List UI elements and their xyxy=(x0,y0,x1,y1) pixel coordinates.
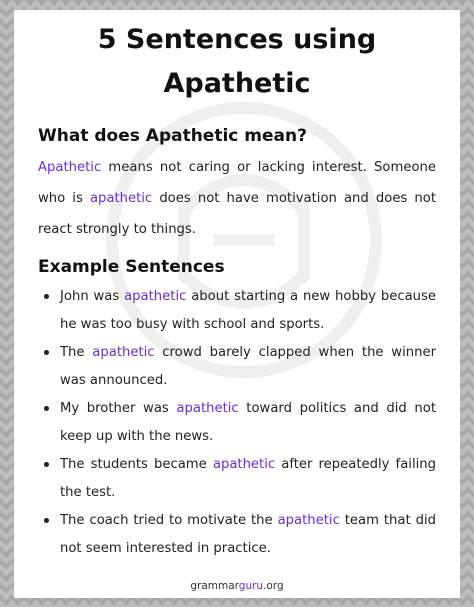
page-title xyxy=(14,18,460,106)
example-sentences-list xyxy=(14,283,460,562)
keyword: Apathetic xyxy=(38,160,102,175)
keyword: apathetic xyxy=(277,513,340,528)
bullet-icon xyxy=(44,294,49,299)
sentence-text: John was xyxy=(60,289,125,304)
sentence-text: team that did not seem interested in practice. xyxy=(60,513,436,556)
list-item xyxy=(60,395,436,450)
bullet-icon xyxy=(44,462,49,467)
bullet-icon xyxy=(44,518,49,523)
title-line-2: Apathetic xyxy=(163,68,311,99)
keyword: apathetic xyxy=(212,457,276,472)
list-item xyxy=(60,339,436,394)
site-footer xyxy=(14,580,460,592)
keyword: apathetic xyxy=(92,345,155,360)
footer-text: grammar xyxy=(190,580,239,592)
sentence-text: The xyxy=(60,345,93,360)
list-item xyxy=(60,283,436,338)
sentence-text: The coach tried to motivate the xyxy=(60,513,278,528)
footer-accent: guru xyxy=(238,580,264,592)
worksheet-page xyxy=(14,10,460,598)
title-line-1: 5 Sentences using xyxy=(97,24,377,55)
sentence-text: toward politics and did not keep up with the news. xyxy=(60,401,436,444)
bullet-icon xyxy=(44,406,49,411)
footer-text: .org xyxy=(263,580,284,592)
definition-heading: What does Apathetic mean? xyxy=(38,126,307,146)
definition-part-1: means not caring or lacking interest. Someone who is xyxy=(38,160,436,206)
sentence-text: My brother was xyxy=(60,401,177,416)
keyword: apathetic xyxy=(124,289,187,304)
definition-text xyxy=(14,152,460,245)
list-item xyxy=(60,507,436,562)
examples-heading: Example Sentences xyxy=(38,257,225,277)
bullet-icon xyxy=(44,350,49,355)
keyword: apathetic xyxy=(89,191,153,206)
list-item xyxy=(60,451,436,506)
sentence-text: The students became xyxy=(60,457,213,472)
sentence-text: crowd barely clapped when the winner was announced. xyxy=(60,345,436,388)
definition-part-2: does not have motivation and does not react strongly to things. xyxy=(38,191,436,237)
sentence-text: after repeatedly failing the test. xyxy=(60,457,436,500)
sentence-text: about starting a new hobby because he was too busy with school and sports. xyxy=(60,289,437,332)
keyword: apathetic xyxy=(176,401,239,416)
